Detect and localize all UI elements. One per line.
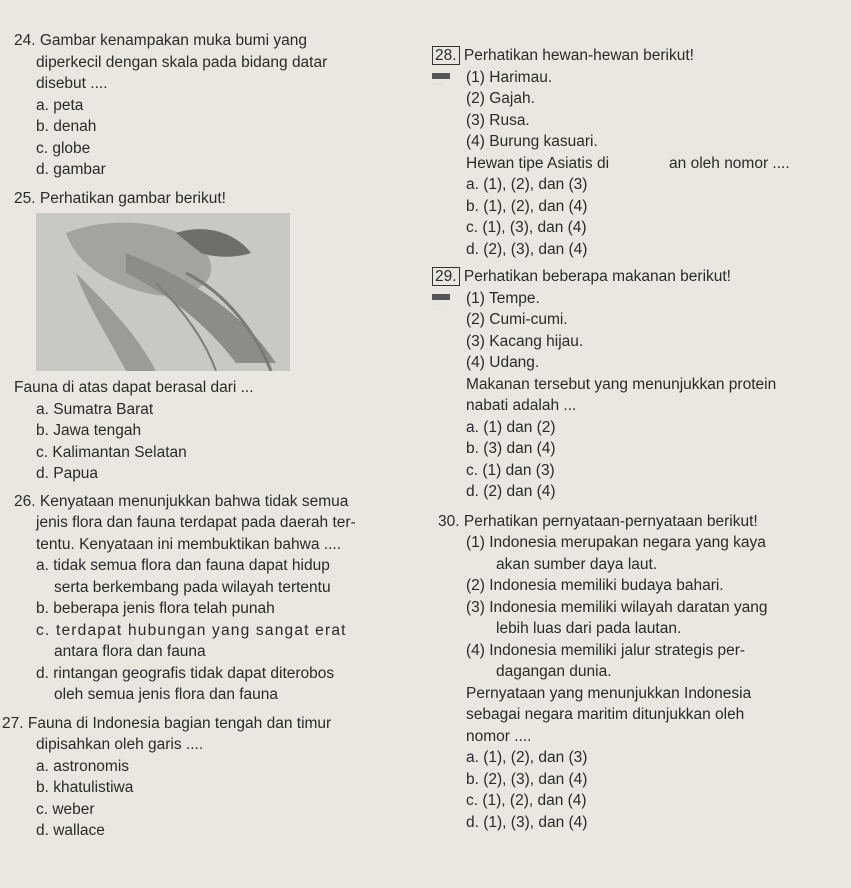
question-number: 26. (14, 492, 36, 510)
question-stem-end: an oleh nomor .... (669, 154, 790, 172)
option-c-cont: antara flora dan fauna (54, 643, 206, 660)
question-stem: disebut .... (36, 75, 108, 92)
question-stem: Perhatikan gambar berikut! (39, 189, 226, 207)
question-number: 27. (2, 714, 24, 732)
option-d: d. (2), (3), dan (4) (466, 240, 588, 258)
option-d: d. Papua (36, 465, 99, 482)
question-stem: Fauna di atas dapat berasal dari ... (14, 379, 254, 396)
question-stem: Perhatikan beberapa makanan berikut! (463, 268, 731, 285)
question-number: 30. (438, 512, 460, 530)
question-stem: nomor .... (466, 727, 532, 745)
question-24 (14, 30, 434, 181)
question-27 (2, 713, 434, 842)
option-c: c. globe (36, 139, 91, 157)
question-28 (432, 45, 842, 260)
question-stem: sebagai negara maritim ditunjukkan oleh (466, 706, 745, 723)
option-a: a. (1), (2), dan (3) (466, 176, 588, 193)
question-stem: Kenyataan menunjukkan bahwa tidak semua (39, 492, 349, 510)
hots-badge: HOTS (432, 294, 450, 300)
statement-4-cont: dagangan dunia. (496, 663, 612, 680)
question-number: 25. (14, 189, 36, 207)
question-stem: Makanan tersebut yang menunjukkan protein (466, 375, 777, 393)
right-column (432, 45, 842, 833)
question-stem: Gambar kenampakan muka bumi yang (39, 32, 307, 49)
question-stem: jenis flora dan fauna terdapat pada daerah ter- (36, 514, 356, 531)
option-d: d. (1), (3), dan (4) (466, 813, 588, 831)
question-stem: diperkecil dengan skala pada bidang datar (36, 53, 328, 71)
list-item: (3) Kacang hijau. (466, 332, 584, 350)
option-d: d. (2) dan (4) (466, 483, 556, 500)
option-a: a. astronomis (36, 757, 130, 775)
question-stem: Pernyataan yang menunjukkan Indonesia (466, 684, 752, 702)
statement-1: (1) Indonesia merupakan negara yang kaya (466, 534, 766, 551)
option-d-cont: oleh semua jenis flora dan fauna (54, 686, 279, 703)
question-number: 24. (14, 32, 36, 49)
list-item: (4) Burung kasuari. (466, 133, 598, 150)
option-c: c. weber (36, 800, 95, 818)
question-30 (438, 511, 842, 834)
list-item: (3) Rusa. (466, 111, 530, 129)
statement-2: (2) Indonesia memiliki budaya bahari. (466, 577, 724, 594)
question-stem: Perhatikan pernyataan-pernyataan berikut! (463, 512, 758, 530)
list-item: (2) Cumi-cumi. (466, 311, 568, 328)
option-a: a. Sumatra Barat (36, 400, 154, 418)
question-26 (14, 491, 434, 706)
question-stem: Hewan tipe Asiatis di (466, 154, 610, 172)
option-d: d. rintangan geografis tidak dapat diterobos (36, 664, 335, 682)
left-column (2, 30, 434, 842)
question-29 (432, 266, 842, 503)
question-number: 29. (432, 267, 460, 286)
option-b: b. (3) dan (4) (466, 440, 556, 457)
statement-3-cont: lebih luas dari pada lautan. (496, 620, 682, 637)
option-a: a. (1), (2), dan (3) (466, 749, 588, 766)
option-d: d. wallace (36, 822, 105, 839)
option-b: b. Jawa tengah (36, 422, 142, 439)
option-c: c. terdapat hubungan yang sangat erat (36, 621, 347, 639)
option-b: b. khatulistiwa (36, 779, 134, 796)
question-25 (14, 188, 434, 485)
option-a: a. (1) dan (2) (466, 418, 556, 436)
question-stem: tentu. Kenyataan ini membuktikan bahwa .... (36, 535, 342, 553)
option-a: a. peta (36, 96, 84, 114)
option-c: c. Kalimantan Selatan (36, 443, 187, 461)
question-stem: Perhatikan hewan-hewan berikut! (463, 47, 694, 64)
item-list (432, 288, 842, 374)
bird-of-paradise-photo (36, 213, 290, 371)
item-list (432, 67, 842, 153)
option-b: b. (2), (3), dan (4) (466, 770, 588, 788)
option-b: b. denah (36, 118, 97, 135)
option-b: b. (1), (2), dan (4) (466, 197, 588, 215)
list-item: (1) Harimau. (466, 68, 553, 86)
option-c: c. (1), (3), dan (4) (466, 219, 587, 236)
option-c: c. (1), (2), dan (4) (466, 792, 587, 809)
question-stem: dipisahkan oleh garis .... (36, 736, 204, 753)
statement-3: (3) Indonesia memiliki wilayah daratan yang (466, 598, 768, 616)
question-number: 28. (432, 46, 460, 65)
option-a: a. tidak semua flora dan fauna dapat hidup (36, 557, 330, 574)
question-stem: Fauna di Indonesia bagian tengah dan timur (27, 714, 332, 732)
list-item: (1) Tempe. (466, 289, 540, 307)
list-item: (2) Gajah. (466, 90, 535, 107)
option-c: c. (1) dan (3) (466, 461, 555, 479)
option-a-cont: serta berkembang pada wilayah tertentu (54, 578, 331, 596)
option-d: d. gambar (36, 161, 106, 178)
hots-badge: HOTS (432, 73, 450, 79)
statement-1-cont: akan sumber daya laut. (496, 555, 658, 573)
list-item: (4) Udang. (466, 354, 540, 371)
option-b: b. beberapa jenis flora telah punah (36, 600, 275, 617)
statement-4: (4) Indonesia memiliki jalur strategis per- (466, 641, 746, 659)
bird-illustration (36, 213, 290, 371)
question-stem: nabati adalah ... (466, 397, 577, 414)
